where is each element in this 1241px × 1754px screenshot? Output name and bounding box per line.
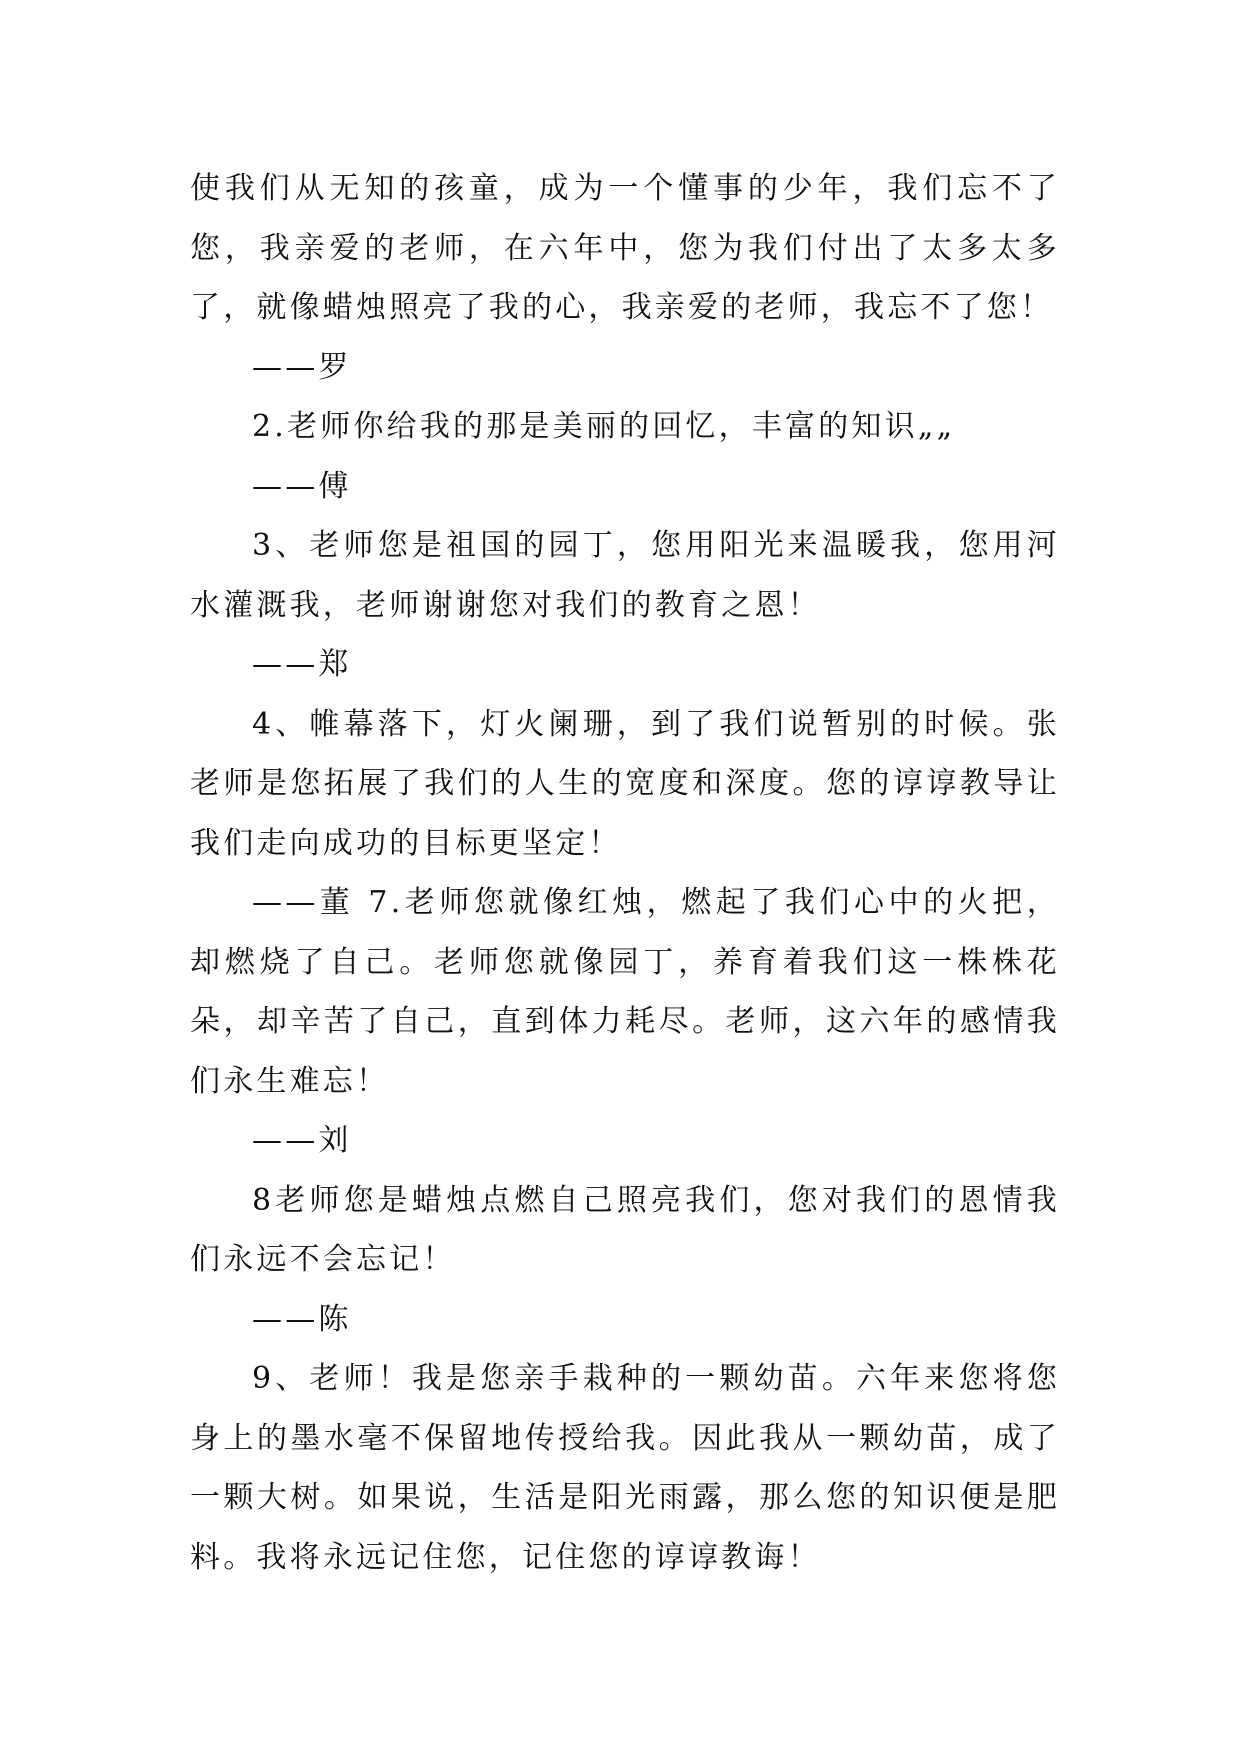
paragraph-item-2: 2.老师你给我的那是美丽的回忆，丰富的知识„„: [252, 409, 956, 444]
paragraph-item-8: 8老师您是蜡烛点燃自己照亮我们，您对我们的恩情我们永远不会忘记！: [190, 1182, 1060, 1277]
signature-fu: ——傅: [252, 468, 352, 504]
paragraph-item-9: 9、老师！我是您亲手栽种的一颗幼苗。六年来您将您身上的墨水毫不保留地传授给我。因此我从一颗幼苗，成了一颗大树。如果说，生活是阳光雨露，那么您的知识便是肥料。我将永远记住您，记住您的谆谆教诲！: [190, 1361, 1060, 1575]
signature-zheng: ——郑: [252, 647, 352, 682]
signature-chen: ——陈: [252, 1301, 352, 1337]
paragraph-item-7: ——董 7.老师您就像红烛，燃起了我们心中的火把，却燃烧了自己。老师您就像园丁，养育着我们这一株株花朵，却辛苦了自己，直到体力耗尽。老师，这六年的感情我们永生难忘！: [190, 885, 1060, 1099]
document-body: [190, 159, 1060, 1587]
paragraph-item-3: 3、老师您是祖国的园丁，您用阳光来温暖我，您用河水灌溉我，老师谢谢您对我们的教育之恩！: [190, 528, 1060, 623]
signature-liu: ——刘: [252, 1123, 352, 1158]
paragraph-item-4: 4、帷幕落下，灯火阑珊，到了我们说暂别的时候。张老师是您拓展了我们的人生的宽度和深度。您的谆谆教导让我们走向成功的目标更坚定！: [190, 706, 1060, 861]
signature-luo: ——罗: [252, 349, 352, 385]
paragraph-intro: 使我们从无知的孩童，成为一个懂事的少年，我们忘不了您，我亲爱的老师，在六年中，您为我们付出了太多太多了，就像蜡烛照亮了我的心，我亲爱的老师，我忘不了您！: [190, 171, 1060, 325]
